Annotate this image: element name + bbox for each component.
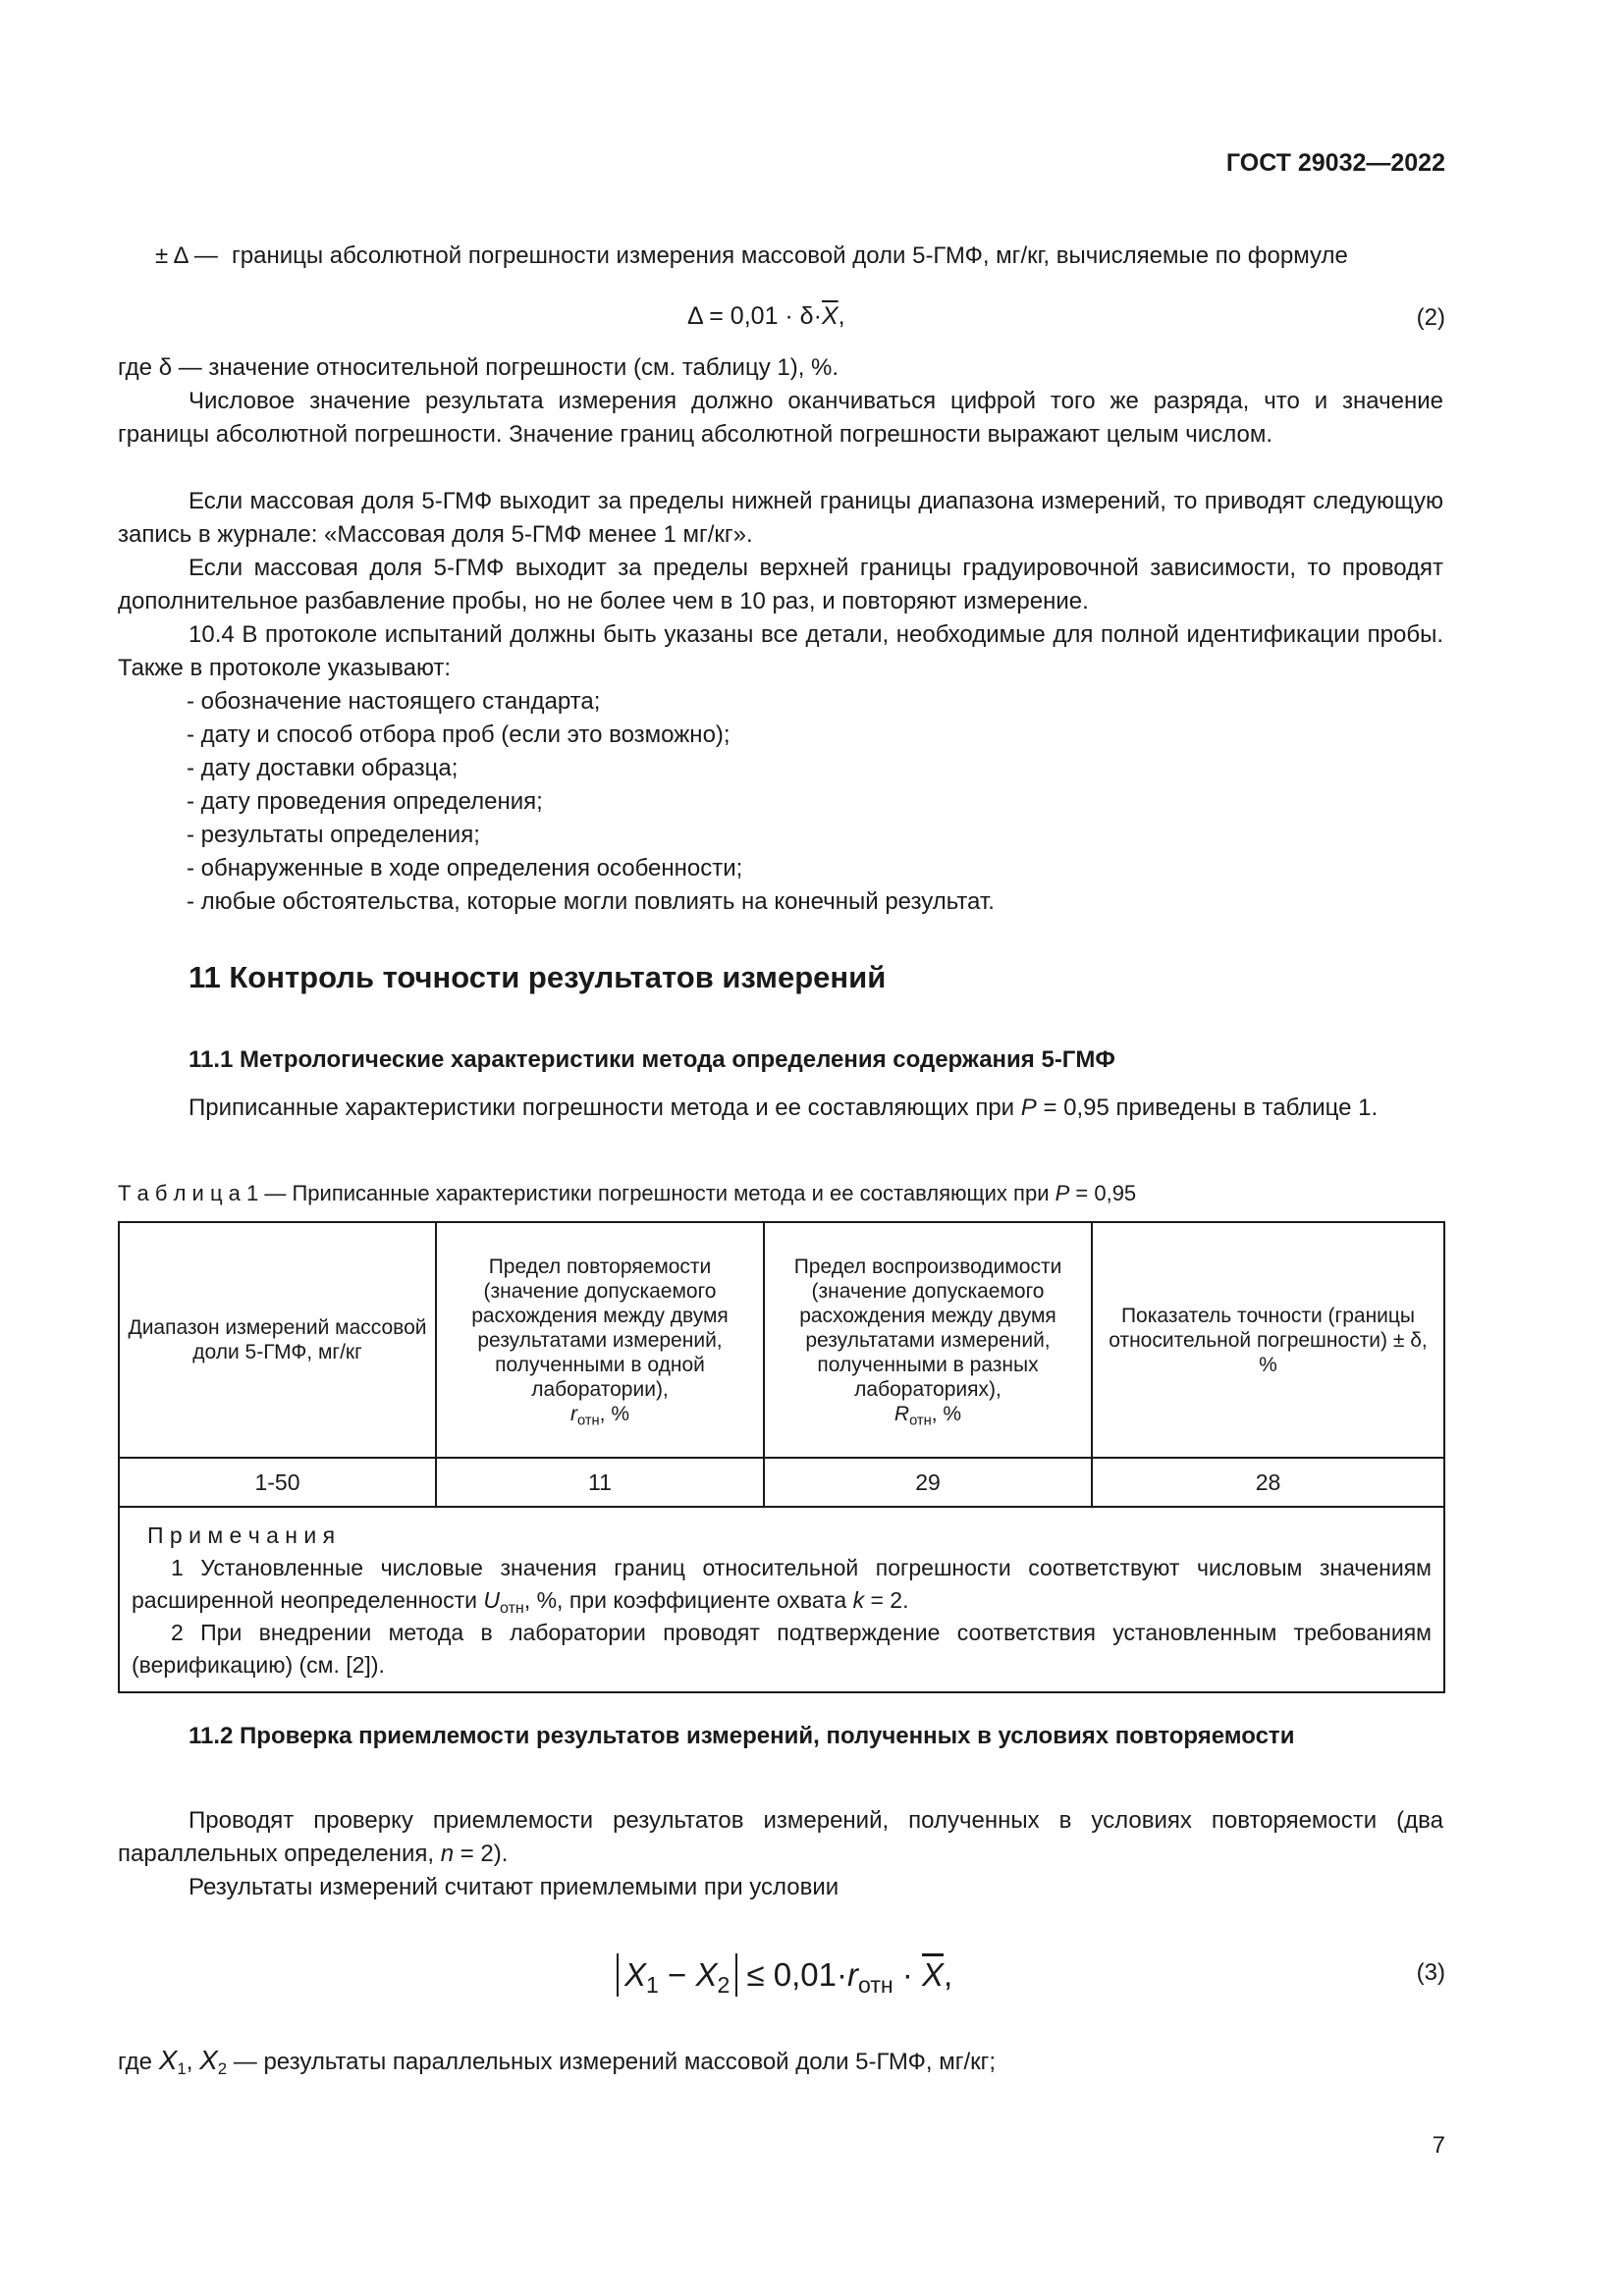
x2-subscript: 2 [217, 2059, 228, 2079]
x-mean-symbol: $\overline{X}$ [922, 1956, 945, 1993]
table-header-accuracy-text: Показатель точности (границы относительной погрешности) ± δ, % [1109, 1304, 1428, 1376]
leq-term: ≤ 0,01· [746, 1956, 847, 1993]
n-symbol: n [440, 1841, 455, 1867]
where-delta: где δ — значение относительной погрешности (см. таблицу 1), %. [118, 354, 839, 381]
list-item: - любые обстоятельства, которые могли повлиять на конечный результат. [187, 888, 995, 915]
R-unit: , % [931, 1402, 962, 1425]
x1-subscript: 1 [646, 1971, 659, 1998]
note-1-u-subscript: отн [499, 1598, 524, 1617]
note-1-text-b: , %, при коэффициенте охвата [523, 1587, 853, 1613]
table-header-range [119, 1222, 436, 1458]
dot-sign: · [893, 1956, 922, 1993]
list-item: - дату и способ отбора проб (если это возможно); [187, 721, 731, 748]
where-x-prefix: где [118, 2049, 159, 2075]
comma: , [186, 2049, 200, 2075]
equation-2-x-mean: $\overline{X}$ [821, 302, 839, 330]
page-number: 7 [1432, 2132, 1445, 2159]
paragraph-10-4: 10.4 В протоколе испытаний должны быть указаны все детали, необходимые для полной идентификации пробы. Также в протоколе указывают: [118, 621, 1443, 681]
equation-3 [617, 1953, 952, 1997]
note-1-u: U [483, 1587, 500, 1613]
subsection-11-1-text-b: = 0,95 приведены в таблице 1. [1036, 1095, 1379, 1121]
x1-subscript: 1 [177, 2059, 187, 2079]
list-item: - дату проведения определения; [187, 788, 543, 815]
r-unit: , % [599, 1402, 630, 1425]
table-header-range-text: Диапазон измерений массовой доли 5-ГМФ, мг/кг [128, 1316, 427, 1363]
table-1-caption-b: = 0,95 [1069, 1181, 1137, 1205]
table-header-reproducibility [764, 1222, 1092, 1458]
subsection-11-2-title: 11.2 Проверка приемлемости результатов измерений, полученных в условиях повторяемости [189, 1723, 1295, 1749]
r-symbol: r [847, 1956, 858, 1993]
list-item: - обозначение настоящего стандарта; [187, 688, 601, 715]
table-notes [119, 1507, 1444, 1692]
table-1-caption [118, 1181, 1136, 1206]
subsection-11-2-text [118, 1804, 1443, 1871]
x1-symbol: X [624, 1956, 647, 1993]
equation-3-number: (3) [1416, 1959, 1445, 1986]
note-2: 2 При внедрении метода в лаборатории проводят подтверждение соответствия установленным требованиям (верификацию) (см. [2]). [132, 1620, 1432, 1678]
document-code: ГОСТ 29032—2022 [1225, 149, 1445, 177]
table-1-caption-a: Т а б л и ц а 1 — Приписанные характеристики погрешности метода и ее составляющих при [118, 1181, 1056, 1205]
section-11-title: 11 Контроль точности результатов измерений [189, 960, 887, 994]
x2-symbol: X [199, 2045, 218, 2075]
paragraph-rounding: Числовое значение результата измерения должно оканчиваться цифрой того же разряда, что и значение границы абсолютной погрешности. Значение границ абсолютной погрешности выражают целым числом. [118, 388, 1443, 448]
subsection-11-1-text-a: Приписанные характеристики погрешности метода и ее составляющих при [189, 1095, 1021, 1121]
table-1 [118, 1221, 1445, 1693]
equation-2-lhs: Δ = 0,01 · δ· [687, 302, 822, 330]
table-cell: 28 [1092, 1458, 1444, 1507]
table-header-reproducibility-text: Предел воспроизводимости (значение допускаемого расхождения между двумя результатами измерений, полученными в разных лабораториях), [793, 1255, 1062, 1401]
note-1-text-c: = 2. [864, 1587, 909, 1613]
subsection-11-2-condition: Результаты измерений считают приемлемыми при условии [189, 1874, 839, 1900]
table-cell: 1-50 [119, 1458, 436, 1507]
table-1-caption-p: P [1055, 1181, 1070, 1205]
equation-2-tail: , [838, 302, 845, 330]
delta-definition: границы абсолютной погрешности измерения массовой доли 5-ГМФ, мг/кг, вычисляемые по формуле [232, 242, 1348, 269]
equation-2-number: (2) [1416, 304, 1445, 331]
list-item: - обнаруженные в ходе определения особенности; [187, 855, 743, 881]
subsection-11-1-text [118, 1092, 1443, 1125]
subsection-11-2-text-a: Проводят проверку приемлемости результатов измерений, полученных в условиях повторяемости (два параллельных определения, [118, 1807, 1443, 1867]
table-header-accuracy [1092, 1222, 1444, 1458]
table-row [119, 1458, 1444, 1507]
list-item: - результаты определения; [187, 822, 480, 848]
r-symbol: r [569, 1402, 577, 1425]
list-item: - дату доставки образца; [187, 755, 459, 781]
notes-title: П р и м е ч а н и я [147, 1522, 336, 1548]
table-header-repeatability [436, 1222, 764, 1458]
x2-symbol: X [695, 1956, 718, 1993]
delta-symbol: ± Δ — [155, 242, 218, 269]
protocol-list [187, 685, 995, 919]
r-subscript: отн [858, 1971, 893, 1998]
paragraph-lower-bound: Если массовая доля 5-ГМФ выходит за пределы нижней границы диапазона измерений, то приводят следующую запись в журнале: «Массовая доля 5-ГМФ менее 1 мг/кг». [118, 488, 1443, 548]
x1-symbol: X [158, 2045, 178, 2075]
table-cell: 29 [764, 1458, 1092, 1507]
minus-sign: − [658, 1956, 696, 1993]
note-1-text-a: 1 Установленные числовые значения границ относительной погрешности соответствуют числовым значениям расширенной неопределенности [132, 1555, 1432, 1613]
equation-2 [687, 302, 845, 331]
where-x [118, 2044, 996, 2079]
probability-symbol: P [1020, 1095, 1037, 1121]
R-subscript: отн [909, 1412, 932, 1428]
paragraph-upper-bound: Если массовая доля 5-ГМФ выходит за пределы верхней границы градуировочной зависимости, то проводят дополнительное разбавление пробы, но не более чем в 10 раз, и повторяют измерение. [118, 555, 1443, 614]
table-cell: 11 [436, 1458, 764, 1507]
x2-subscript: 2 [717, 1971, 731, 1998]
table-header-repeatability-text: Предел повторяемости (значение допускаемого расхождения между двумя результатами измерений, полученными в одной лаборатории), [471, 1255, 729, 1401]
subsection-11-1-title: 11.1 Метрологические характеристики метода определения содержания 5-ГМФ [189, 1046, 1115, 1073]
note-1 [132, 1552, 1432, 1617]
equation-3-tail: , [944, 1956, 953, 1993]
where-x-text: — результаты параллельных измерений массовой доли 5-ГМФ, мг/кг; [227, 2049, 997, 2075]
abs-value [617, 1953, 737, 1997]
r-subscript: отн [576, 1412, 600, 1428]
subsection-11-2-text-b: = 2). [454, 1841, 509, 1867]
note-1-k: k [852, 1587, 865, 1613]
R-symbol: R [893, 1402, 910, 1425]
